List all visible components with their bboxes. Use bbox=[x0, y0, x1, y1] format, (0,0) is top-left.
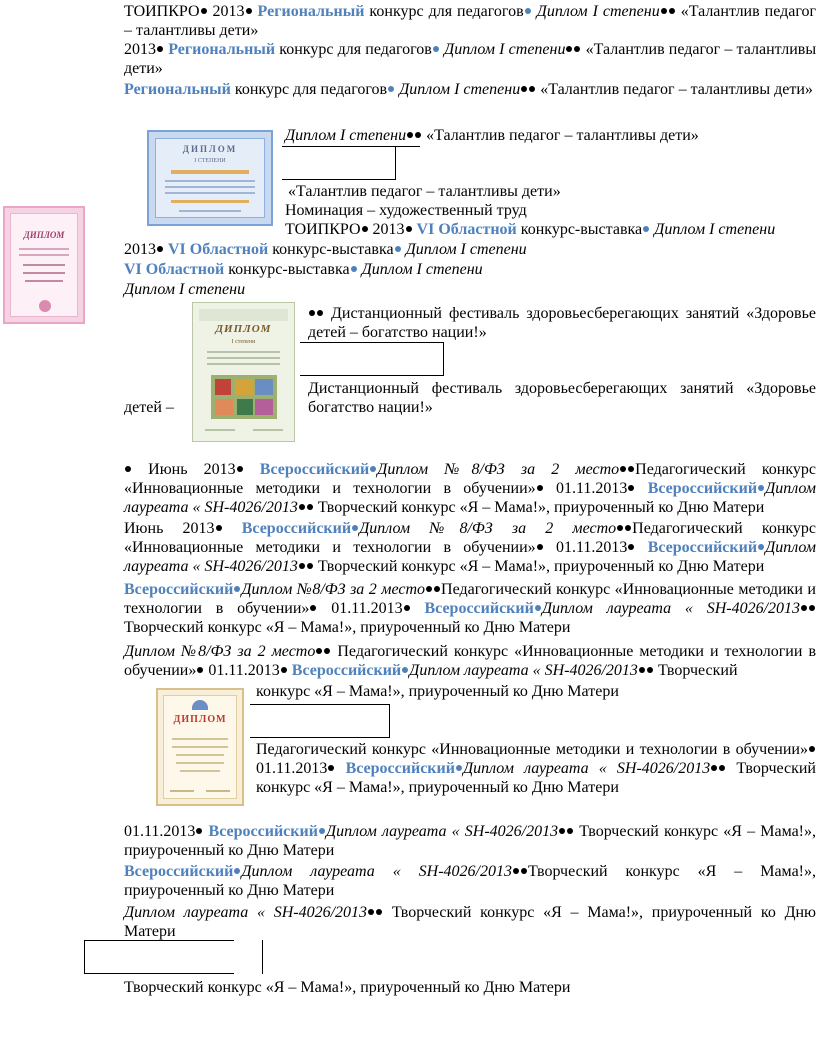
diploma-line-2: Диплом I степени bbox=[124, 281, 246, 298]
frame-line bbox=[443, 342, 444, 376]
diploma-image-pink: ДИПЛОМ bbox=[3, 206, 85, 324]
children-dash: детей – bbox=[124, 399, 174, 416]
diploma-line-1: Диплом I степени «Талантлив педагог – талантливы дети» bbox=[285, 127, 699, 144]
allrus-text-3: Всероссийский Диплом №8/ФЗ за 2 место Педагогический конкурс «Инновационные методики и технологии в обучении» 01.11.2013 Всероссийский Диплом лауреата « SH-4026/2013 Творческий конкурс «Я – Мама!», приуроченный ко Дню Матери bbox=[124, 581, 816, 636]
oblast-line-3: VI Областной конкурс-выставка Диплом I степени bbox=[124, 261, 483, 278]
talent-line: «Талантлив педагог – талантливы дети» bbox=[288, 183, 561, 200]
laureate-line-block: Диплом лауреата « SH-4026/2013 Творческий конкурс «Я – Мама!», приуроченный ко Дню Матери bbox=[124, 904, 816, 940]
frame-line bbox=[250, 704, 390, 705]
diploma-image-blue: ДИПЛОМ I СТЕПЕНИ bbox=[147, 130, 273, 226]
frame-line bbox=[84, 973, 234, 974]
diploma-image-cream: ДИПЛОМ bbox=[156, 688, 244, 806]
oblast-line-1: ТОИПКРО 2013 VI Областной конкурс-выставка Диплом I степени bbox=[285, 221, 776, 238]
frame-line bbox=[300, 375, 444, 376]
frame-line bbox=[84, 940, 234, 941]
frame-line bbox=[250, 737, 390, 738]
frame-line bbox=[282, 179, 396, 180]
regional-text-3: Региональный конкурс для педагогов Диплом I степени «Талантлив педагог – талантливы дети» bbox=[124, 81, 813, 98]
frame-line bbox=[300, 342, 444, 343]
regional-text-2: 2013 Региональный конкурс для педагогов Диплом I степени «Талантлив педагог – талантливы дети» bbox=[124, 41, 816, 77]
frame-line bbox=[389, 704, 390, 738]
distance-fest-1: Дистанционный фестиваль здоровьесберегающих занятий «Здоровье детей – богатство нации!» bbox=[308, 305, 816, 341]
frame-line bbox=[262, 940, 263, 974]
frame-line bbox=[282, 146, 420, 147]
creative-line-1: конкурс «Я – Мама!», приуроченный ко Дню Матери bbox=[256, 683, 619, 700]
oblast-line-2: 2013 VI Областной конкурс-выставка Диплом I степени bbox=[124, 241, 527, 258]
allrus-line-block: Всероссийский Диплом лауреата « SH-4026/2013 Творческий конкурс «Я – Мама!», приуроченный ко Дню Матери bbox=[124, 863, 816, 899]
date-line-block: 01.11.2013 Всероссийский Диплом лауреата « SH-4026/2013 Творческий конкурс «Я – Мама!», приуроченный ко Дню Матери bbox=[124, 823, 816, 859]
ped-contest-block: Педагогический конкурс «Инновационные методики и технологии в обучении» 01.11.2013 Всероссийский Диплом лауреата « SH-4026/2013 Творческий конкурс «Я – Мама!», приуроченный ко Дню Матери bbox=[256, 741, 816, 796]
allrus-text-2: Июнь 2013 Всероссийский Диплом №8/ФЗ за 2 место Педагогический конкурс «Инновационные методики и технологии в обучении» 01.11.2013 Всероссийский Диплом лауреата « SH-4026/2013 Творческий конкурс «Я – Мама!», приуроченный ко Дню Матери bbox=[124, 520, 816, 575]
regional-text-1: ТОИПКРО 2013 Региональный конкурс для педагогов Диплом I степени «Талантлив педагог – талантливы дети» bbox=[124, 3, 816, 39]
frame-line bbox=[395, 146, 396, 180]
frame-line bbox=[84, 940, 85, 974]
diploma-image-green: ДИПЛОМ I степени bbox=[192, 302, 295, 442]
distance-fest-2: Дистанционный фестиваль здоровьесберегающих занятий «Здоровье богатство нации!» bbox=[308, 380, 816, 416]
creative-last-line: Творческий конкурс «Я – Мама!», приуроченный ко Дню Матери bbox=[124, 979, 571, 996]
allrus-text-1: Июнь 2013 Всероссийский Диплом №8/ФЗ за 2 место Педагогический конкурс «Инновационные методики и технологии в обучении» 01.11.2013 Всероссийский Диплом лауреата « SH-4026/2013 Творческий конкурс «Я – Мама!», приуроченный ко Дню Матери bbox=[124, 461, 816, 516]
allrus-text-4: Диплом №8/ФЗ за 2 место Педагогический конкурс «Инновационные методики и технологии в обучении» 01.11.2013 Всероссийский Диплом лауреата « SH-4026/2013 Творческий bbox=[124, 643, 816, 679]
nomination-line: Номинация – художественный труд bbox=[285, 202, 527, 219]
